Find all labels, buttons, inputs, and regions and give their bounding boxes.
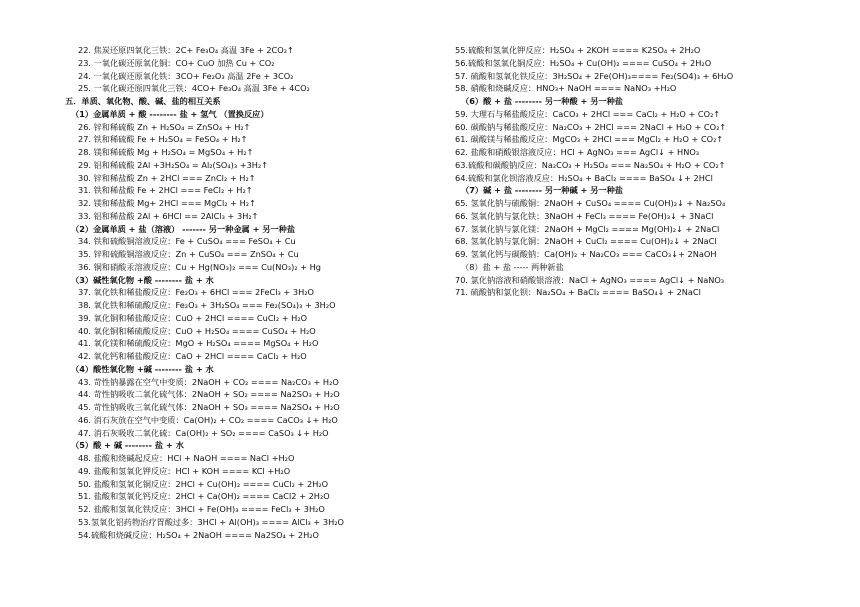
equation-line: 31. 铁和稀盐酸 Fe + 2HCl === FeCl₂ + H₂↑ (78, 185, 253, 196)
equation-line: 29. 铝和稀硫酸 2Al +3H₂SO₄ = Al₂(SO₄)₃ +3H₂↑ (78, 159, 269, 170)
equation-line: 62. 盐酸和硝酸银溶液反应：HCl + AgNO₃ === AgCl↓ + HNO₃ (455, 147, 700, 157)
equation-line: 68. 氢氧化钠与氯化铜：2NaOH + CuCl₂ ==== Cu(OH)₂↓ + 2NaCl (455, 236, 717, 247)
subsection-heading: （8）盐 + 盐 ----- 两种新盐 (461, 261, 564, 272)
subsection-heading: （7）碱 + 盐 -------- 另一种碱 + 另一种盐 (461, 185, 623, 196)
equation-line: 64.硫酸和氯化钡溶液反应：H₂SO₄ + BaCl₂ ==== BaSO₄ ↓+ 2HCl (455, 172, 713, 183)
subsection-heading: （2）金属单质 + 盐（溶液） ------- 另一种金属 + 另一种盐 (71, 223, 296, 234)
section-heading: 五．单质、氧化物、酸、碱、盐的相互关系 (65, 96, 221, 106)
equation-line: 60. 碳酸钠与稀盐酸反应：Na₂CO₃ + 2HCl === 2NaCl + H₂O + CO₂↑ (455, 121, 727, 132)
equation-line: 43. 苛性钠暴露在空气中变质：2NaOH + CO₂ ==== Na₂CO₃ + H₂O (78, 376, 339, 387)
equation-line: 23. 一氧化碳还原氧化铜：CO+ CuO 加热 Cu + CO₂ (78, 57, 275, 68)
equation-line: 48. 盐酸和烧碱起反应：HCl + NaOH ==== NaCl +H₂O (78, 453, 295, 463)
equation-line: 61. 碳酸镁与稀盐酸反应：MgCO₃ + 2HCl === MgCl₂ + H₂O + CO₂↑ (455, 134, 724, 145)
equation-line: 46. 消石灰放在空气中变质：Ca(OH)₂ + CO₂ ==== CaCO₃ ↓+ H₂O (78, 414, 338, 425)
equation-line: 53.氢氧化铝药物治疗胃酸过多：3HCl + Al(OH)₃ ==== AlCl₃ + 3H₂O (78, 516, 344, 527)
equation-line: 66. 氢氧化钠与氯化铁：3NaOH + FeCl₃ ==== Fe(OH)₃↓ + 3NaCl (455, 210, 714, 221)
equation-line: 26. 锌和稀硫酸 Zn + H₂SO₄ = ZnSO₄ + H₂↑ (78, 121, 251, 132)
equation-line: 35. 锌和硫酸铜溶液反应：Zn + CuSO₄ === ZnSO₄ + Cu (78, 249, 299, 259)
equation-line: 58. 硝酸和烧碱反应：HNO₃+ NaOH ==== NaNO₃ +H₂O (455, 83, 677, 94)
equation-line: 22. 焦炭还原四氧化三铁：2C+ Fe₃O₄ 高温 3Fe + 2CO₂↑ (78, 45, 294, 55)
subsection-heading: （5）酸 + 碱 -------- 盐 + 水 (71, 440, 184, 451)
equation-line: 47. 消石灰吸收二氧化硫：Ca(OH)₂ + SO₂ ==== CaSO₃ ↓+ H₂O (78, 427, 329, 438)
equation-line: 67. 氢氧化钠与氯化镁：2NaOH + MgCl₂ ==== Mg(OH)₂↓ + 2NaCl (455, 223, 720, 234)
equation-line: 63.硫酸和碳酸钠反应：Na₂CO₃ + H₂SO₄ === Na₂SO₄ + H₂O + CO₂↑ (455, 159, 726, 170)
equation-line: 24. 一氧化碳还原氧化铁：3CO+ Fe₂O₃ 高温 2Fe + 3CO₂ (78, 70, 294, 81)
equation-line: 36. 铜和硝酸汞溶液反应：Cu + Hg(NO₃)₂ === Cu(NO₃)₂ + Hg (78, 261, 321, 272)
equation-line: 28. 镁和稀硫酸 Mg + H₂SO₄ = MgSO₄ + H₂↑ (78, 147, 254, 157)
equation-line: 39. 氧化铜和稀盐酸反应：CuO + 2HCl ==== CuCl₂ + H₂O (78, 312, 308, 323)
equation-line: 33. 铝和稀盐酸 2Al + 6HCl == 2AlCl₃ + 3H₂↑ (78, 210, 259, 221)
subsection-heading: （4）酸性氧化物 +碱 -------- 盐 + 水 (71, 363, 214, 374)
equation-line: 55.硫酸和氢氧化钾反应：H₂SO₄ + 2KOH ==== K2SO₄ + 2H₂O (455, 45, 701, 55)
equation-line: 30. 锌和稀盐酸 Zn + 2HCl === ZnCl₂ + H₂↑ (78, 172, 256, 183)
equation-line: 44. 苛性钠吸收二氧化硫气体：2NaOH + SO₂ ==== Na2SO₃ + H₂O (78, 389, 340, 400)
equation-line: 54.硫酸和烧碱反应：H₂SO₄ + 2NaOH ==== Na2SO₄ + 2H₂O (78, 529, 319, 540)
equation-line: 45. 苛性钠吸收三氧化硫气体：2NaOH + SO₃ ==== Na2SO₄ + H₂O (78, 402, 340, 412)
equation-line: 69. 氢氧化钙与碳酸钠：Ca(OH)₂ + Na₂CO₃ === CaCO₃↓+ 2NaOH (455, 249, 717, 259)
equation-line: 50. 盐酸和氢氧化铜反应：2HCl + Cu(OH)₂ ==== CuCl₂ + 2H₂O (78, 478, 329, 489)
equation-line: 37. 氧化铁和稀盐酸反应：Fe₂O₃ + 6HCl === 2FeCl₃ + 3H₂O (78, 287, 314, 298)
equation-line: 57. 硫酸和氢氧化铁反应：3H₂SO₄ + 2Fe(OH)₃==== Fe₂(SO4)₃ + 6H₂O (455, 70, 734, 81)
equation-line: 49. 盐酸和氢氧化钾反应：HCl + KOH ==== KCl +H₂O (78, 465, 291, 476)
subsection-heading: （1）金属单质 + 酸 -------- 盐 + 氢气 （置换反应） (71, 108, 269, 119)
left-column (65, 44, 450, 541)
equation-line: 59. 大理石与稀盐酸反应：CaCO₃ + 2HCl === CaCl₂ + H₂O + CO₂↑ (455, 108, 721, 119)
equation-line: 32. 镁和稀盐酸 Mg+ 2HCl === MgCl₂ + H₂↑ (78, 198, 256, 208)
equation-line: 41. 氧化镁和稀硫酸反应：MgO + H₂SO₄ ==== MgSO₄ + H₂O (78, 338, 319, 349)
equation-line: 27. 铁和稀硫酸 Fe + H₂SO₄ = FeSO₄ + H₂↑ (78, 134, 248, 145)
equation-line: 42. 氧化钙和稀盐酸反应：CaO + 2HCl ==== CaCl₂ + H₂O (78, 351, 307, 361)
equation-line: 70. 氯化钠溶液和硝酸银溶液：NaCl + AgNO₃ ==== AgCl↓ + NaNO₃ (455, 274, 725, 285)
subsection-heading: （6）酸 + 盐 -------- 另一种酸 + 另一种盐 (461, 96, 623, 106)
equation-line: 65. 氢氧化钠与硫酸铜：2NaOH + CuSO₄ ==== Cu(OH)₂↓ + Na₂SO₄ (455, 198, 726, 208)
right-column (455, 44, 845, 299)
equation-line: 38. 氧化铁和稀硫酸反应：Fe₂O₃ + 3H₂SO₄ === Fe₂(SO₄)₃ + 3H₂O (78, 300, 336, 310)
equation-line: 56.硫酸和氢氧化铜反应：H₂SO₄ + Cu(OH)₂ ==== CuSO₄ + 2H₂O (455, 57, 712, 68)
equation-line: 40. 氧化铜和稀硫酸反应：CuO + H₂SO₄ ==== CuSO₄ + H₂O (78, 325, 316, 336)
equation-line: 34. 铁和硫酸铜溶液反应：Fe + CuSO₄ === FeSO₄ + Cu (78, 236, 296, 247)
subsection-heading: （3）碱性氧化物 +酸 -------- 盐 + 水 (71, 274, 214, 285)
equation-line: 52. 盐酸和氢氧化铁反应：3HCl + Fe(OH)₃ ==== FeCl₃ + 3H₂O (78, 504, 325, 514)
equation-line: 51. 盐酸和氢氧化钙反应：2HCl + Ca(OH)₂ ==== CaCl2 + 2H₂O (78, 491, 330, 502)
equation-line: 25. 一氧化碳还原四氧化三铁：4CO+ Fe₃O₄ 高温 3Fe + 4CO₂ (78, 83, 310, 94)
equation-line: 71. 硫酸钠和氯化钡：Na₂SO₄ + BaCl₂ ==== BaSO₄↓ + 2NaCl (455, 287, 701, 298)
